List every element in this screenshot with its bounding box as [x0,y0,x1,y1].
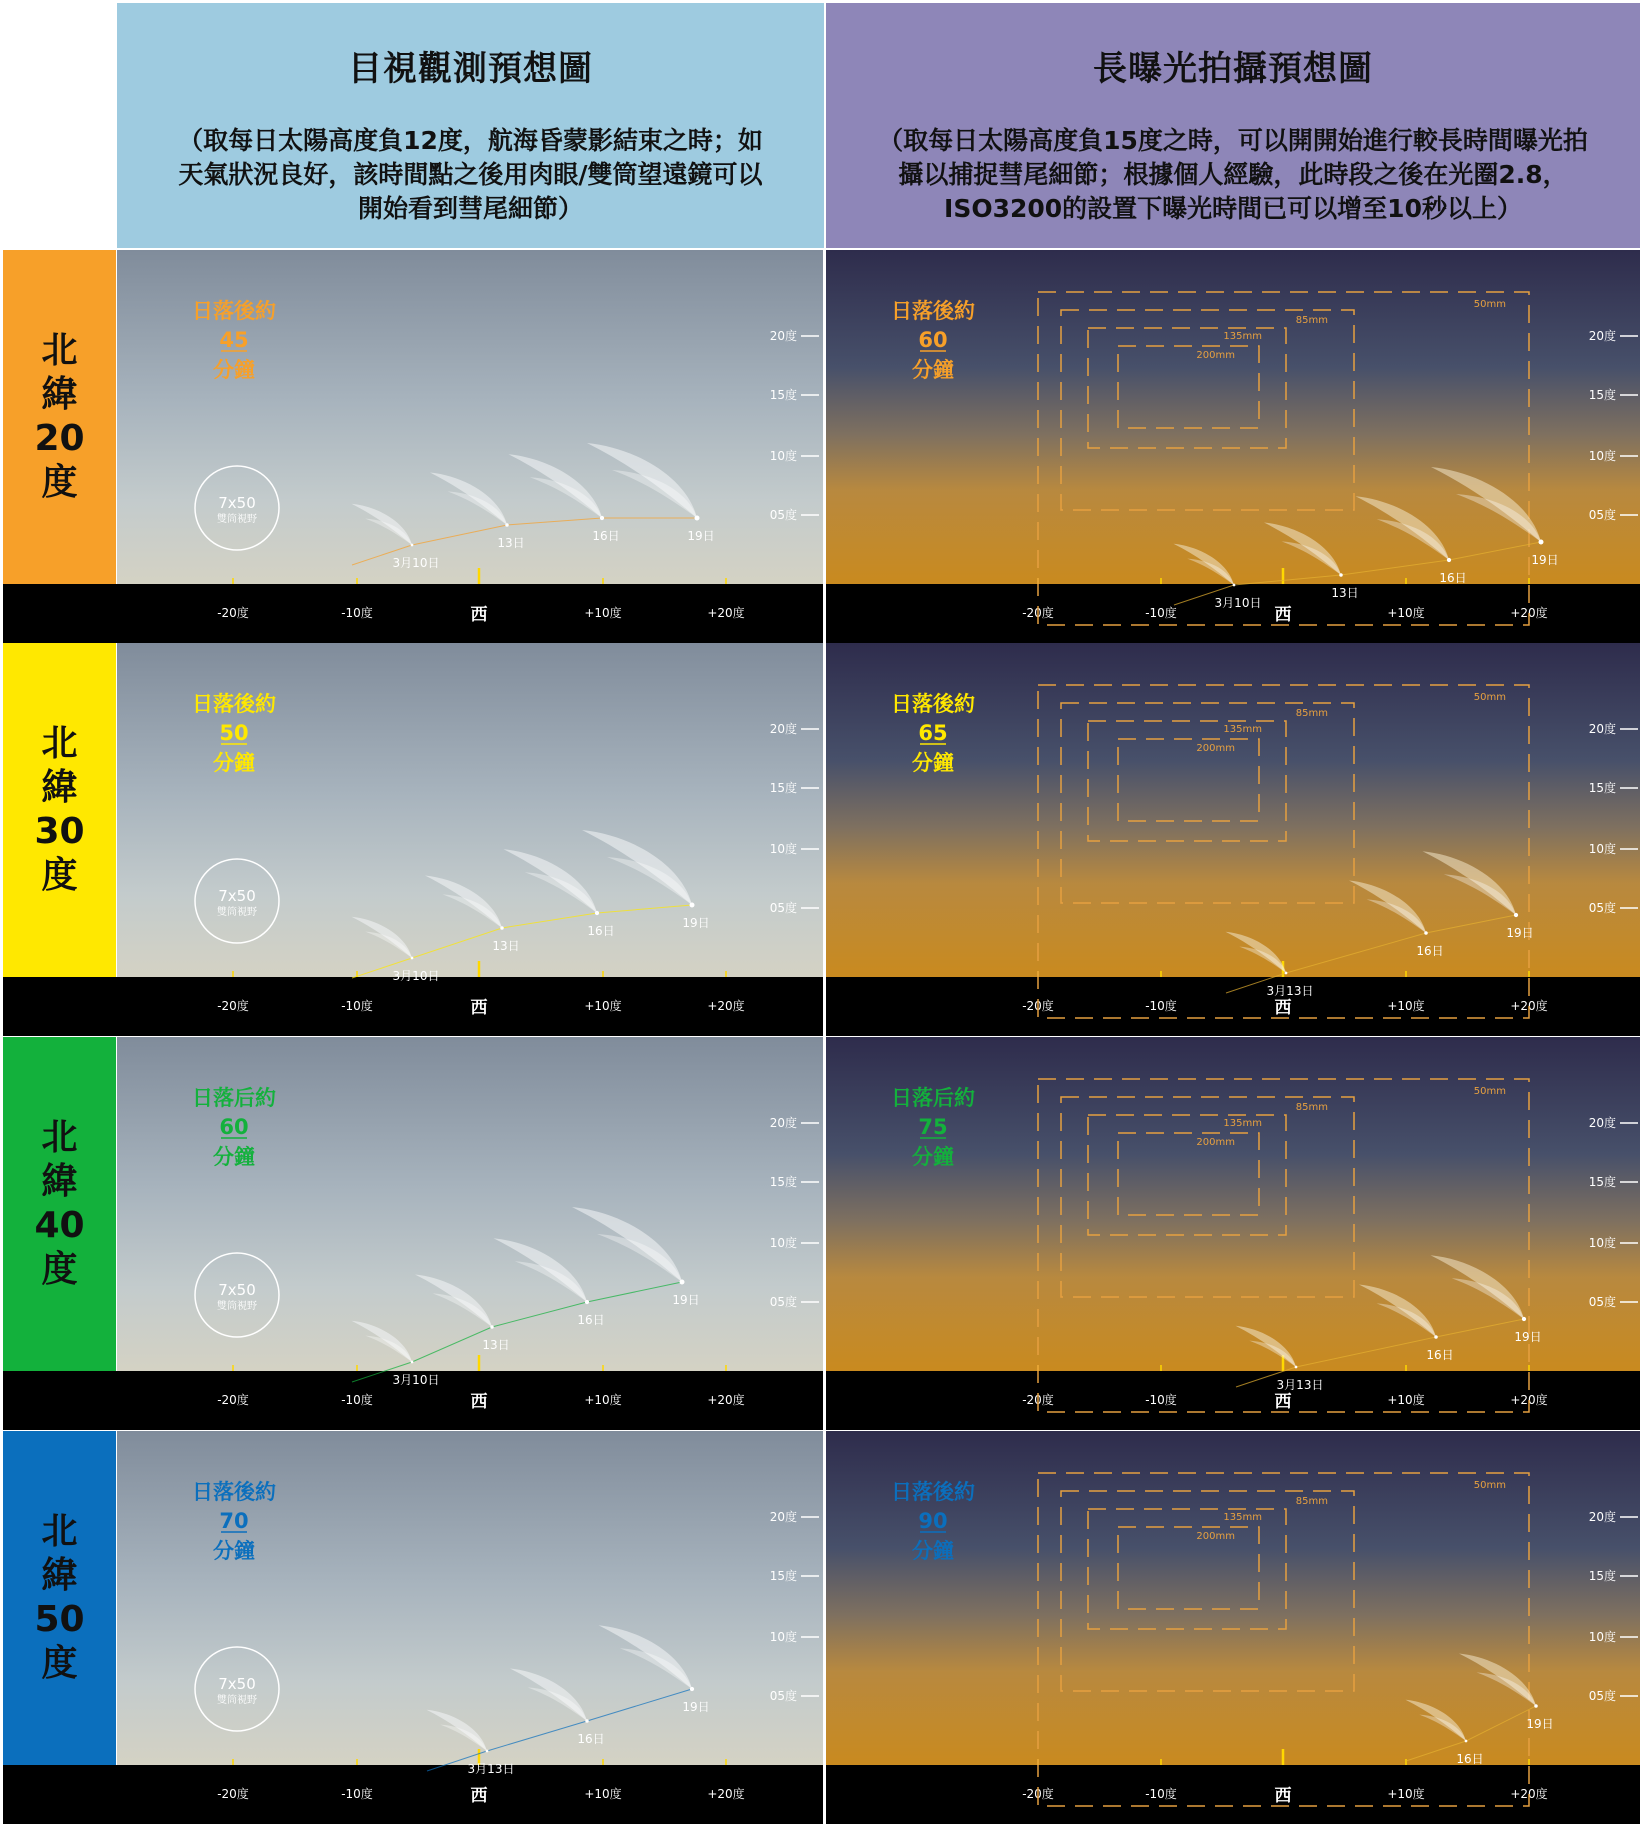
altitude-label: 10度 [769,1630,797,1644]
sunset-minutes: 75 [918,1115,948,1139]
azimuth-label: -10度 [341,999,373,1013]
frame-label: 85mm [1295,1102,1328,1113]
altitude-label: 05度 [1588,1689,1616,1703]
altitude-label: 05度 [769,508,797,522]
altitude-label: 15度 [1588,388,1616,402]
latitude-char: 度 [41,855,78,896]
comet-head [411,957,414,960]
azimuth-label: +10度 [1387,1787,1425,1801]
comet-head [695,516,700,521]
latitude-char: 度 [41,1643,78,1684]
azimuth-label: -10度 [1145,1393,1177,1407]
azimuth-label: -20度 [217,1393,249,1407]
date-label: 13日 [482,1338,510,1352]
altitude-label: 10度 [1588,842,1616,856]
date-label: 3月13日 [1276,1378,1324,1392]
comet-head [595,911,599,915]
comet-head [1424,931,1428,935]
date-label: 16日 [577,1732,605,1746]
comet-head [1434,1335,1438,1339]
sunset-minutes: 70 [219,1509,249,1533]
latitude-char: 緯 [41,767,78,808]
latitude-char: 30 [34,811,85,852]
sunset-prefix: 日落後約 [192,1480,276,1504]
latitude-char: 緯 [41,1555,78,1596]
sunset-suffix: 分鐘 [912,751,954,775]
altitude-label: 05度 [769,901,797,915]
comet-head [486,1750,489,1753]
binocular-label: 7x50 [218,1281,256,1299]
date-label: 3月13日 [467,1762,515,1776]
date-label: 19日 [687,529,715,543]
frame-label: 85mm [1295,315,1328,326]
latitude-char: 度 [41,462,78,503]
binocular-sublabel: 雙筒視野 [217,907,257,918]
date-label: 3月10日 [392,1373,440,1387]
latitude-char: 緯 [41,374,78,415]
sunset-minutes: 60 [219,1115,249,1139]
binocular-sublabel: 雙筒視野 [217,1695,257,1706]
latitude-char: 20 [34,418,85,459]
sunset-minutes: 60 [918,328,948,352]
photo-panel [826,1431,1640,1824]
azimuth-label: +10度 [1387,999,1425,1013]
comet-head [1539,540,1544,545]
altitude-label: 05度 [1588,1295,1616,1309]
azimuth-label: +10度 [1387,606,1425,620]
ground-strip [3,977,117,1036]
altitude-label: 15度 [1588,1569,1616,1583]
date-label: 19日 [1514,1330,1542,1344]
visual-panel [117,250,823,643]
latitude-label [3,1037,116,1371]
comet-head [1534,1704,1538,1708]
comet-head [1465,1740,1468,1743]
sunset-suffix: 分鐘 [213,751,255,775]
comet-head [500,926,504,930]
azimuth-label: +10度 [584,1787,622,1801]
altitude-label: 20度 [769,1510,797,1524]
date-label: 13日 [497,536,525,550]
azimuth-label: -20度 [217,606,249,620]
date-label: 19日 [682,916,710,930]
binocular-label: 7x50 [218,494,256,512]
comet-head [411,544,414,547]
sunset-prefix: 日落後約 [891,1480,975,1504]
comet-head [690,1687,694,1691]
frame-label: 50mm [1473,1480,1506,1491]
date-label: 3月13日 [1266,984,1314,998]
azimuth-label: -10度 [1145,606,1177,620]
frame-label: 135mm [1223,1512,1262,1523]
date-label: 3月10日 [392,969,440,983]
latitude-char: 40 [34,1205,85,1246]
azimuth-label: -20度 [217,1787,249,1801]
altitude-label: 20度 [1588,722,1616,736]
west-label: 西 [1274,1392,1292,1412]
sunset-prefix: 日落後約 [891,692,975,716]
sunset-prefix: 日落後約 [192,299,276,323]
ground-strip [3,584,117,643]
photo-subtitle: （取每日太陽高度負15度之時，可以開開始進行較長時間曝光拍攝以捕捉彗尾細節；根據個人經驗，此時段之後在光圈2.8，ISO3200的設置下曝光時間已可以增至10秒以上） [878,126,1588,223]
panel-svg [117,250,823,643]
comet-head [1447,558,1451,562]
binocular-label: 7x50 [218,887,256,905]
azimuth-label: +10度 [1387,1393,1425,1407]
header-visual [117,3,824,248]
azimuth-label: +20度 [707,606,745,620]
altitude-label: 15度 [769,781,797,795]
comet-head [680,1280,685,1285]
azimuth-label: -20度 [217,999,249,1013]
frame-label: 135mm [1223,724,1262,735]
date-label: 16日 [577,1313,605,1327]
azimuth-label: +20度 [1510,606,1548,620]
date-label: 16日 [592,529,620,543]
west-label: 西 [470,605,488,625]
date-label: 19日 [672,1293,700,1307]
latitude-char: 北 [41,1511,78,1552]
photo-panel [826,250,1640,643]
panel-svg [826,1037,1640,1430]
visual-panel [117,1431,823,1824]
azimuth-label: +20度 [1510,999,1548,1013]
sunset-suffix: 分鐘 [912,358,954,382]
altitude-label: 10度 [769,842,797,856]
frame-label: 200mm [1196,1137,1235,1148]
altitude-label: 15度 [769,1175,797,1189]
visual-subtitle: （取每日太陽高度負12度，航海昏蒙影結束之時；如天氣狀況良好，該時間點之後用肉眼/雙筒望遠鏡可以開始看到彗尾細節） [178,126,763,223]
latitude-char: 度 [41,1249,78,1290]
photo-panel [826,1037,1640,1430]
date-label: 3月10日 [1214,596,1262,610]
sunset-prefix: 日落後約 [192,692,276,716]
frame-label: 135mm [1223,331,1262,342]
sunset-suffix: 分鐘 [213,1539,255,1563]
azimuth-label: +20度 [707,1393,745,1407]
altitude-label: 10度 [769,1236,797,1250]
altitude-label: 20度 [1588,329,1616,343]
comet-head [1514,913,1518,917]
azimuth-label: -20度 [1022,1393,1054,1407]
latitude-label [3,250,116,584]
azimuth-label: -10度 [341,606,373,620]
sunset-prefix: 日落後約 [891,299,975,323]
latitude-char: 北 [41,723,78,764]
comet-head [600,516,604,520]
visual-title: 目視觀測預想圖 [348,49,593,89]
frame-label: 85mm [1295,708,1328,719]
west-label: 西 [470,998,488,1018]
visual-panel [117,643,823,1036]
comet-head [585,1719,589,1723]
altitude-label: 20度 [769,1116,797,1130]
date-label: 16日 [1426,1348,1454,1362]
azimuth-label: +10度 [584,999,622,1013]
altitude-label: 10度 [1588,449,1616,463]
sunset-minutes: 45 [219,328,249,352]
altitude-label: 10度 [1588,1236,1616,1250]
date-label: 19日 [1526,1717,1554,1731]
header-photo [826,3,1640,248]
altitude-label: 05度 [1588,901,1616,915]
comet-head [411,1361,414,1364]
comet-head [505,523,509,527]
west-label: 西 [1274,1786,1292,1806]
frame-label: 50mm [1473,1086,1506,1097]
date-label: 19日 [1506,926,1534,940]
binocular-sublabel: 雙筒視野 [217,1301,257,1312]
panel-svg [117,643,823,1036]
latitude-char: 緯 [41,1161,78,1202]
latitude-label [3,1431,116,1765]
latitude-char: 北 [41,1117,78,1158]
comet-head [1285,972,1288,975]
altitude-label: 15度 [769,1569,797,1583]
binocular-sublabel: 雙筒視野 [217,514,257,525]
azimuth-label: +20度 [1510,1393,1548,1407]
altitude-label: 15度 [1588,781,1616,795]
frame-label: 50mm [1473,692,1506,703]
date-label: 13日 [492,939,520,953]
altitude-label: 10度 [1588,1630,1616,1644]
altitude-label: 05度 [1588,508,1616,522]
azimuth-label: -20度 [1022,1787,1054,1801]
frame-label: 135mm [1223,1118,1262,1129]
azimuth-label: +20度 [707,999,745,1013]
azimuth-label: -20度 [1022,999,1054,1013]
azimuth-label: -10度 [1145,999,1177,1013]
azimuth-label: -10度 [1145,1787,1177,1801]
date-label: 16日 [1416,944,1444,958]
date-label: 19日 [682,1700,710,1714]
comet-head [1522,1317,1526,1321]
latitude-char: 50 [34,1599,85,1640]
comet-head [585,1300,589,1304]
comet-head [690,903,695,908]
altitude-label: 10度 [769,449,797,463]
sunset-suffix: 分鐘 [213,358,255,382]
altitude-label: 05度 [769,1689,797,1703]
altitude-label: 15度 [1588,1175,1616,1189]
azimuth-label: +20度 [1510,1787,1548,1801]
altitude-label: 15度 [769,388,797,402]
sunset-minutes: 90 [918,1509,948,1533]
panel-svg [826,250,1640,643]
west-label: 西 [470,1786,488,1806]
date-label: 13日 [1331,586,1359,600]
altitude-label: 20度 [1588,1116,1616,1130]
sunset-prefix: 日落后約 [192,1086,276,1110]
azimuth-label: -10度 [341,1787,373,1801]
west-label: 西 [470,1392,488,1412]
panel-svg [117,1037,823,1430]
binocular-label: 7x50 [218,1675,256,1693]
sunset-prefix: 日落后約 [891,1086,975,1110]
photo-title: 長曝光拍攝預想圖 [1093,49,1373,89]
frame-label: 85mm [1295,1496,1328,1507]
azimuth-label: +10度 [584,606,622,620]
photo-panel [826,643,1640,1036]
azimuth-label: +20度 [707,1787,745,1801]
date-label: 16日 [1456,1752,1484,1766]
sunset-suffix: 分鐘 [213,1145,255,1169]
frame-label: 200mm [1196,350,1235,361]
azimuth-label: -20度 [1022,606,1054,620]
sunset-suffix: 分鐘 [912,1539,954,1563]
panel-svg [117,1431,823,1824]
altitude-label: 05度 [769,1295,797,1309]
panel-svg [826,1431,1640,1824]
latitude-label [3,643,116,977]
azimuth-label: +10度 [584,1393,622,1407]
sunset-suffix: 分鐘 [912,1145,954,1169]
date-label: 19日 [1531,553,1559,567]
frame-label: 200mm [1196,1531,1235,1542]
date-label: 16日 [1439,571,1467,585]
west-label: 西 [1274,998,1292,1018]
altitude-label: 20度 [769,722,797,736]
comet-head [1339,573,1343,577]
comet-head [1295,1366,1298,1369]
altitude-label: 20度 [1588,1510,1616,1524]
ground-strip [3,1371,117,1430]
frame-label: 50mm [1473,299,1506,310]
ground-strip [3,1765,117,1824]
date-label: 3月10日 [392,556,440,570]
date-label: 16日 [587,924,615,938]
azimuth-label: -10度 [341,1393,373,1407]
sunset-minutes: 50 [219,721,249,745]
visual-panel [117,1037,823,1430]
frame-label: 200mm [1196,743,1235,754]
latitude-char: 北 [41,330,78,371]
altitude-label: 20度 [769,329,797,343]
panel-svg [826,643,1640,1036]
sunset-minutes: 65 [918,721,948,745]
west-label: 西 [1274,605,1292,625]
comet-head [1233,584,1236,587]
comet-head [490,1325,494,1329]
